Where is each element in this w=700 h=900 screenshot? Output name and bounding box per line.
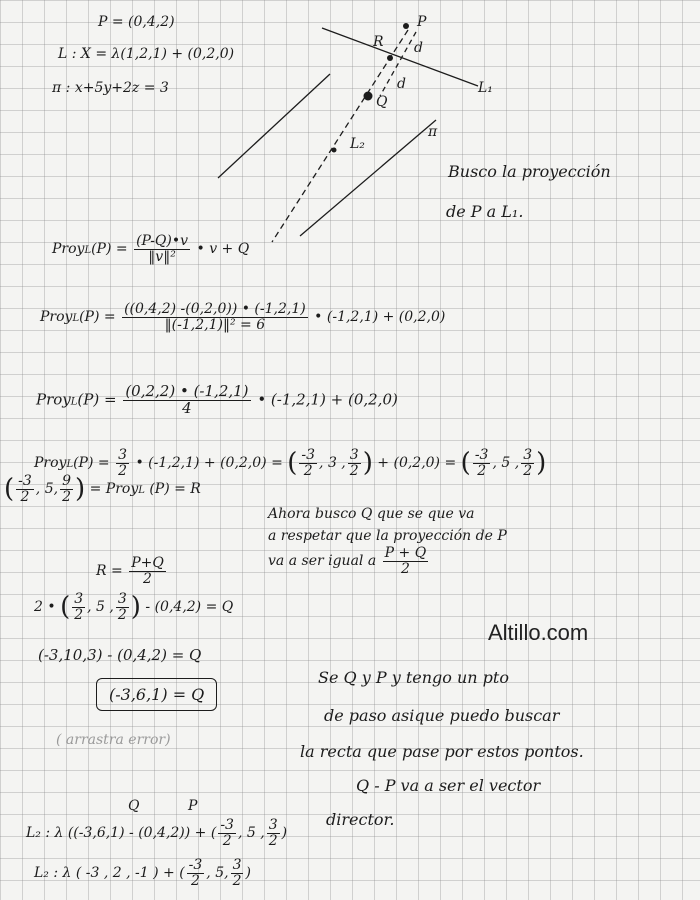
step5-a-num: -3: [18, 473, 32, 489]
paren-open: (: [287, 448, 298, 479]
label-d1: d: [414, 40, 423, 56]
step5-equation: ( $\frac{-3}{2}$ , 5, $\frac{9}{2}$ ) = ProyL (P) = R: [4, 473, 201, 505]
note-q-line2: a respetar que la proyección de P: [268, 528, 507, 544]
note-q-frac-den: 2: [400, 560, 410, 577]
label-pi: π: [428, 124, 438, 140]
step6-c-num: 3: [117, 591, 127, 607]
label-d2: d: [397, 76, 406, 92]
l2-eq2-a-den: 2: [191, 872, 200, 889]
l2-eq1-mid: , 5 ,: [237, 825, 265, 842]
r-eq-den: 2: [143, 570, 152, 587]
vec2-a-den: 2: [477, 462, 487, 479]
l2-eq2-c: [231, 858, 244, 888]
step4-part2: + (0,2,0) =: [377, 455, 457, 472]
note-projection-line2: de P a L₁.: [446, 202, 524, 221]
note-line-3: la recta que pase por estos pontos.: [300, 742, 584, 761]
r-eq-fraction: [129, 556, 166, 586]
l2-equation-1: [26, 818, 287, 848]
l2-eq1-c-num: 3: [268, 817, 278, 833]
step5-a: [16, 474, 34, 504]
step5-a-den: 2: [20, 488, 30, 505]
r-eq-num: P+Q: [131, 555, 164, 571]
step2-equation: ProyL(P) = $\frac{((0,4,2) -(0,2,0)) • (-1,2,1)}{\text{‖(-1,2,1)‖² = 6}}$ • (-1,2,1) + (0,2,0): [40, 301, 446, 333]
step5-c-num: 9: [62, 473, 71, 489]
step6-post: - (0,4,2) = Q: [145, 599, 234, 616]
step5-c-den: 2: [62, 488, 71, 505]
label-r: R: [373, 34, 384, 50]
point-p-dot: [403, 23, 409, 29]
step6-a: [72, 592, 85, 622]
step6-equation: [34, 592, 233, 622]
vec1-a: [299, 448, 317, 478]
vec2-a-num: -3: [474, 447, 489, 463]
step4-lhs: Proy: [34, 455, 67, 472]
note-q-fraction: [383, 546, 429, 576]
l2-above-q: Q: [128, 798, 140, 814]
formula-num: (P-Q)•v: [136, 233, 189, 249]
step3-fraction: [123, 384, 250, 417]
note-line-4: Q - P va a ser el vector: [356, 776, 541, 795]
step4-equation: ProyL(P) = $\frac{3}{2}$ • (-1,2,1) + (0,2,0) = ( $\frac{-3}{2}$ , 3 , $\frac{3}{2}$ ) + (0,2,0) = ( $\frac{-3}{2}$ , 5 , $\frac{3}{2}$ ): [34, 447, 547, 479]
vec2-c-num: 3: [523, 447, 533, 463]
step4-coef-den: 2: [118, 462, 127, 479]
note-q-frac-num: P + Q: [384, 545, 427, 561]
l2-eq2-a: [187, 858, 205, 888]
step2-fraction: [122, 302, 308, 332]
paren-close-3: ): [74, 474, 86, 505]
vec1-mid: , 3 ,: [319, 455, 346, 472]
point-r-dot: [387, 55, 393, 61]
label-p: P: [417, 14, 427, 30]
note-q-line3-text: va a ser igual a: [268, 553, 377, 570]
given-line-l: L : X = λ(1,2,1) + (0,2,0): [58, 46, 235, 62]
l2-eq2-c-den: 2: [232, 872, 242, 889]
l2-eq2-mid: , 5,: [206, 865, 229, 882]
point-l2-dot: [332, 148, 337, 153]
step2-lhs: Proy: [40, 309, 73, 326]
r-eq-lhs: R =: [96, 563, 123, 580]
step5-rest: = Proy: [89, 481, 139, 498]
l2-above-p: P: [188, 798, 198, 814]
formula-fraction: [134, 234, 190, 264]
vec1-c-den: 2: [349, 462, 359, 479]
l2-eq2-text: L₂ : λ ( -3 , 2 , -1 ) + (: [34, 865, 185, 882]
step6-mid: , 5 ,: [87, 599, 114, 616]
l2-eq2-a-num: -3: [188, 857, 203, 873]
step2-rest: • (-1,2,1) + (0,2,0): [314, 309, 446, 326]
step6-c: [116, 592, 129, 622]
given-plane: π : x+5y+2z = 3: [52, 80, 169, 96]
formula-den: ‖v‖²: [148, 248, 176, 265]
step2-num: ((0,4,2) -(0,2,0)) • (-1,2,1): [124, 301, 306, 317]
label-l2: L₂: [350, 136, 365, 152]
plane-edge-left: [218, 74, 330, 178]
step5-c: [60, 474, 73, 504]
note-line-2: de paso asique puedo buscar: [324, 706, 560, 725]
vec1-c-num: 3: [349, 447, 359, 463]
geometry-sketch: [0, 0, 700, 260]
vec2-a: [473, 448, 491, 478]
label-l1: L₁: [478, 80, 493, 96]
step3-lhs: Proy: [36, 390, 71, 409]
line-l2-dashed: [272, 30, 408, 242]
l2-eq1-close: ): [281, 825, 288, 842]
vec1-a-num: -3: [301, 447, 316, 463]
l2-eq1-a: [218, 818, 236, 848]
step3-num: (0,2,2) • (-1,2,1): [125, 382, 249, 400]
step2-den: ‖(-1,2,1)‖² = 6: [164, 316, 266, 333]
note-line-5: director.: [326, 810, 395, 829]
step3-equation: ProyL(P) = $\frac{(0,2,2) • (-1,2,1)}{4}$ • (-1,2,1) + (0,2,0): [36, 382, 398, 417]
step4-part1: • (-1,2,1) + (0,2,0) =: [135, 455, 283, 472]
paren-open-4: (: [60, 592, 71, 623]
step6-pre: 2 •: [34, 599, 56, 616]
label-q: Q: [376, 94, 388, 110]
paren-close-2: ): [536, 448, 547, 479]
formula-projection: ProyL(P) = $\frac{(P-Q)•v}{\text{‖v‖²}}$ • v + Q: [52, 233, 250, 265]
vec2-c: [521, 448, 534, 478]
step7-equation: (-3,10,3) - (0,4,2) = Q: [38, 646, 202, 664]
step5-mid: , 5,: [35, 481, 59, 498]
paren-open-2: (: [460, 448, 471, 479]
step3-den: 4: [182, 398, 192, 417]
note-q-line3: [268, 546, 430, 576]
paren-close-4: ): [130, 592, 141, 623]
paren-close: ): [362, 448, 373, 479]
l2-eq1-a-den: 2: [222, 832, 232, 849]
l2-eq1-c-den: 2: [268, 832, 278, 849]
vec2-c-den: 2: [523, 462, 533, 479]
l2-eq1-text: L₂ : λ ((-3,6,1) - (0,4,2)) + (: [26, 825, 217, 842]
vec1-a-den: 2: [303, 462, 313, 479]
l2-eq1-c: [267, 818, 280, 848]
given-point-p: P = (0,4,2): [98, 14, 175, 30]
l2-eq2-c-num: 3: [232, 857, 242, 873]
step3-rest: • (-1,2,1) + (0,2,0): [257, 390, 398, 409]
formula-rest: • v + Q: [196, 241, 250, 258]
note-projection-line1: Busco la proyección: [448, 162, 611, 181]
step6-c-den: 2: [117, 606, 127, 623]
plane-edge-right: [300, 120, 436, 236]
step6-a-den: 2: [74, 606, 84, 623]
paren-open-3: (: [4, 474, 15, 505]
step5-tail: (P) = R: [149, 481, 201, 498]
l2-equation-2: [34, 858, 251, 888]
vec1-c: [348, 448, 361, 478]
r-equation: [96, 556, 168, 586]
crossed-out-note: ( arrastra error): [56, 732, 171, 748]
l2-eq1-a-num: -3: [220, 817, 234, 833]
step6-a-num: 3: [74, 591, 84, 607]
note-line-1: Se Q y P y tengo un pto: [318, 668, 509, 687]
step4-coef-num: 3: [118, 447, 127, 463]
formula-lhs: Proy: [52, 241, 85, 258]
point-q-dot: [364, 92, 373, 101]
l2-eq2-close: ): [245, 865, 251, 882]
answer-box: (-3,6,1) = Q: [96, 678, 217, 711]
note-q-line1: Ahora busco Q que se que va: [268, 506, 475, 522]
watermark: Altillo.com: [488, 620, 589, 645]
vec2-mid: , 5 ,: [492, 455, 520, 472]
